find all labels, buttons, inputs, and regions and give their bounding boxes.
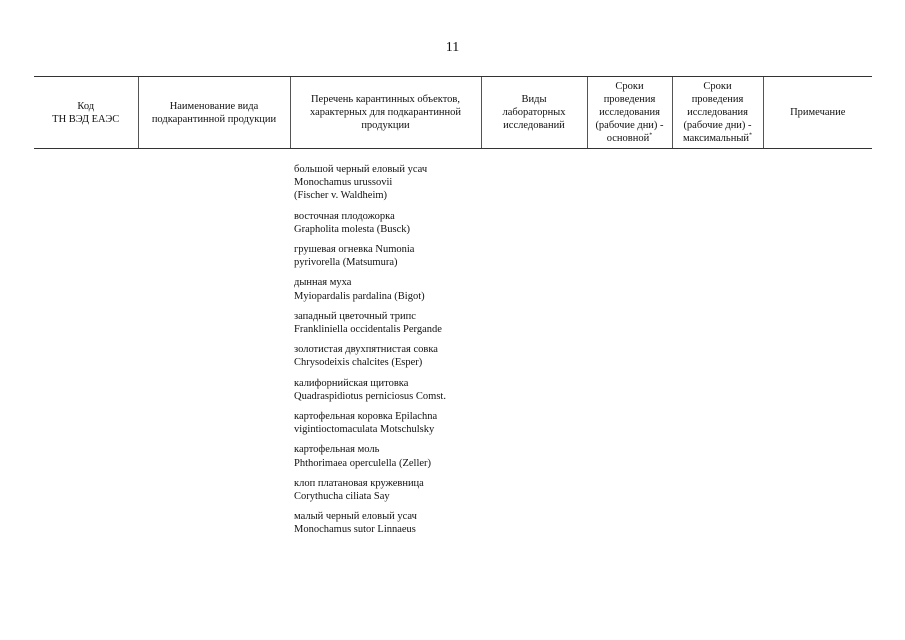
pest-name-line: большой черный еловый усач xyxy=(294,164,428,175)
quarantine-object-item xyxy=(294,210,494,236)
pest-name-continuation: Corythucha ciliata Say xyxy=(294,491,390,503)
pest-name-continuation: vigintioctomaculata Motschulsky xyxy=(294,424,435,436)
pest-name-continuation: Monochamus urussovii xyxy=(294,177,393,189)
pest-name-line: золотистая двухпятнистая совка xyxy=(294,344,438,356)
quarantine-table-header xyxy=(34,76,872,149)
pest-name-line: калифорнийская щитовка xyxy=(294,377,409,389)
page-number: 11 xyxy=(445,40,460,55)
header-note: Примечание xyxy=(763,77,872,149)
pest-name-continuation: Chrysodeixis chalcites (Esper) xyxy=(294,357,423,369)
pest-name-continuation: pyrivorella (Matsumura) xyxy=(294,257,398,269)
pest-name-continuation: Grapholita molesta (Busck) xyxy=(294,223,411,235)
quarantine-object-item xyxy=(294,310,494,336)
quarantine-object-item xyxy=(294,410,494,436)
pest-name-continuation: Monochamus sutor Linnaeus xyxy=(294,524,416,536)
quarantine-object-item xyxy=(294,163,494,203)
quarantine-object-item xyxy=(294,243,494,269)
header-quarantine-objects: Перечень карантинных объектов, характерных для подкарантинной продукции xyxy=(290,77,481,149)
quarantine-object-item xyxy=(294,343,494,369)
pest-name-continuation: Phthorimaea operculella (Zeller) xyxy=(294,457,432,469)
pest-name-line: дынная муха xyxy=(294,277,352,289)
header-code: Код ТН ВЭД ЕАЭС xyxy=(34,77,138,149)
pest-name-continuation: Frankliniella occidentalis Pergande xyxy=(294,324,442,336)
pest-name-line: восточная плодожорка xyxy=(294,210,395,222)
pest-name-continuation: (Fischer v. Waldheim) xyxy=(294,190,388,202)
pest-name-line: клоп платановая кружевница xyxy=(294,477,424,489)
header-lab-research-types: Виды лабораторных исследований xyxy=(481,77,587,149)
header-max-term: Сроки проведения исследования (рабочие дни) - максимальный* xyxy=(672,77,763,149)
quarantine-object-item xyxy=(294,510,494,536)
quarantine-object-item xyxy=(294,377,494,403)
quarantine-objects-list xyxy=(294,163,494,544)
header-row xyxy=(34,77,872,149)
pest-name-line: малый черный еловый усач xyxy=(294,511,417,523)
quarantine-object-item xyxy=(294,477,494,503)
pest-name-line: картофельная коровка Epilachna xyxy=(294,411,438,423)
quarantine-object-item xyxy=(294,443,494,469)
header-product-name: Наименование вида подкарантинной продукции xyxy=(138,77,290,149)
footnote-mark: * xyxy=(749,132,752,139)
pest-name-line: грушевая огневка Numonia xyxy=(294,244,415,256)
footnote-mark: * xyxy=(649,132,653,139)
quarantine-object-item xyxy=(294,276,494,302)
header-basic-term: Сроки проведения исследования (рабочие дни) - основной* xyxy=(587,77,672,149)
pest-name-line: западный цветочный трипс xyxy=(294,310,416,322)
pest-name-line: картофельная моль xyxy=(294,444,380,456)
pest-name-continuation: Myiopardalis pardalina (Bigot) xyxy=(294,290,425,302)
pest-name-continuation: Quadraspidiotus perniciosus Comst. xyxy=(294,390,446,402)
